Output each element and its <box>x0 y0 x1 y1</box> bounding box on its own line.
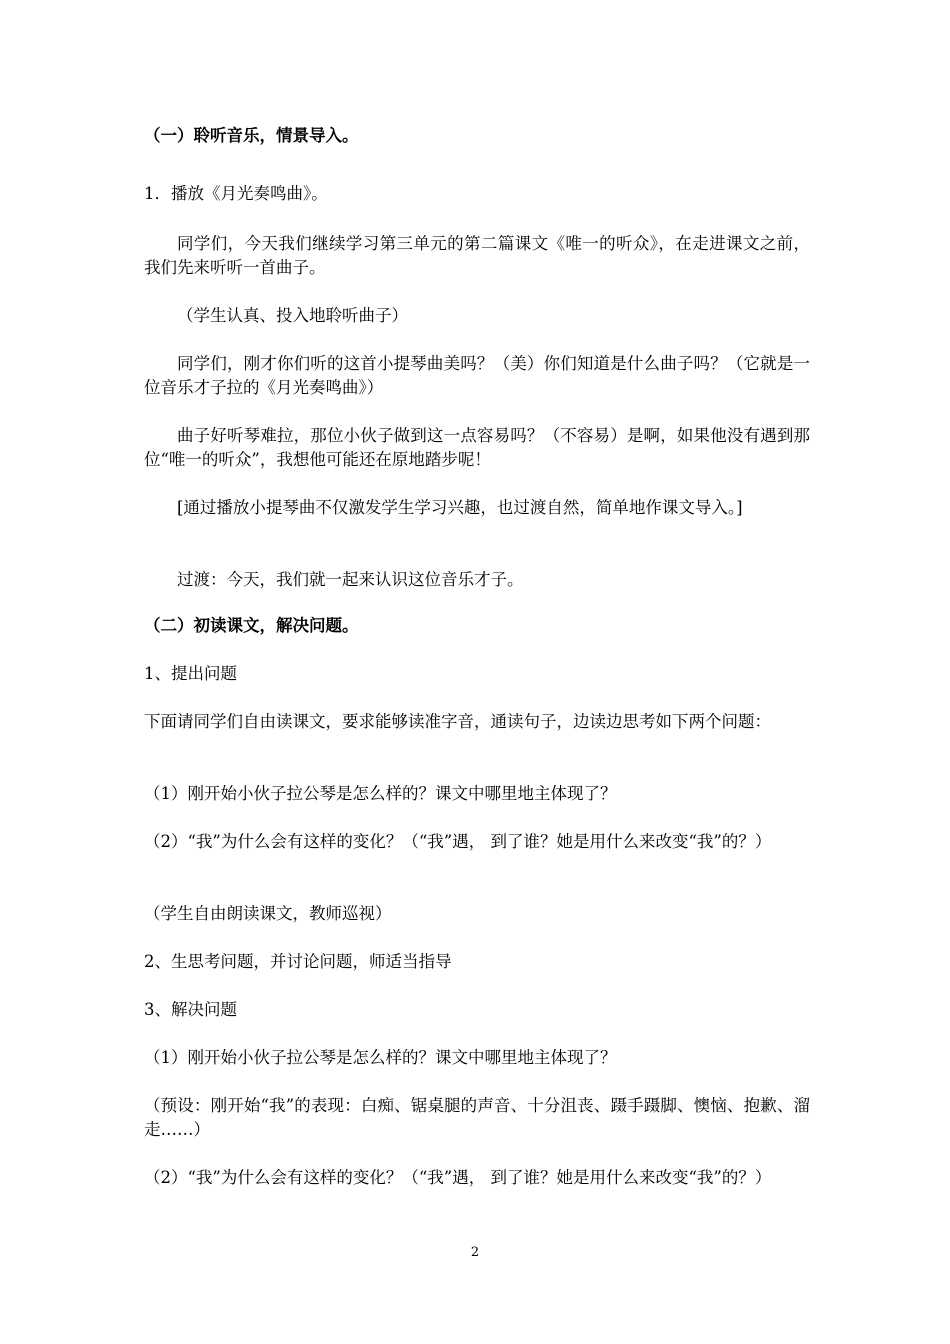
question-2-repeat: （2）“我”为什么会有这样的变化？（“我”遇， 到了谁？她是用什么来改变“我”的？） <box>144 1168 772 1187</box>
step-3: 3、解决问题 <box>144 1000 237 1019</box>
step-1: 1、提出问题 <box>144 664 237 683</box>
step-2: 2、生思考问题，并讨论问题，师适当指导 <box>144 952 452 971</box>
paragraph-2: （学生认真、投入地聆听曲子） <box>177 306 408 325</box>
paragraph-3: 同学们，刚才你们听的这首小提琴曲美吗？（美）你们知道是什么曲子吗？（它就是一位音乐才子拉的《月光奏鸣曲》） <box>144 354 810 397</box>
section-heading-1: （一）聆听音乐，情景导入。 <box>144 126 359 145</box>
list-item-1: 1．播放《月光奏鸣曲》。 <box>144 184 328 203</box>
answer-1: （预设：刚开始“我”的表现：白痴、锯桌腿的声音、十分沮丧、蹑手蹑脚、懊恼、抱歉、溜走……） <box>144 1096 810 1139</box>
paragraph-4: 曲子好听琴难拉，那位小伙子做到这一点容易吗？（不容易）是啊，如果他没有遇到那位“唯一的听众”，我想他可能还在原地踏步呢！ <box>144 426 810 469</box>
question-1: （1）刚开始小伙子拉公琴是怎么样的？课文中哪里地主体现了？ <box>144 784 617 803</box>
paragraph-1: 同学们，今天我们继续学习第三单元的第二篇课文《唯一的听众》，在走进课文之前，我们先来听听一首曲子。 <box>144 234 810 277</box>
paragraph-6: 过渡：今天，我们就一起来认识这位音乐才子。 <box>177 570 524 589</box>
page-number: 2 <box>470 1245 480 1260</box>
question-1-repeat: （1）刚开始小伙子拉公琴是怎么样的？课文中哪里地主体现了？ <box>144 1048 617 1067</box>
question-2: （2）“我”为什么会有这样的变化？（“我”遇， 到了谁？她是用什么来改变“我”的？） <box>144 832 772 851</box>
note-1: （学生自由朗读课文，教师巡视） <box>144 904 392 923</box>
section-heading-2: （二）初读课文，解决问题。 <box>144 616 359 635</box>
step-1-text: 下面请同学们自由读课文，要求能够读准字音，通读句子，边读边思考如下两个问题： <box>144 712 771 731</box>
paragraph-5: [通过播放小提琴曲不仅激发学生学习兴趣，也过渡自然，简单地作课文导入。] <box>177 498 743 517</box>
